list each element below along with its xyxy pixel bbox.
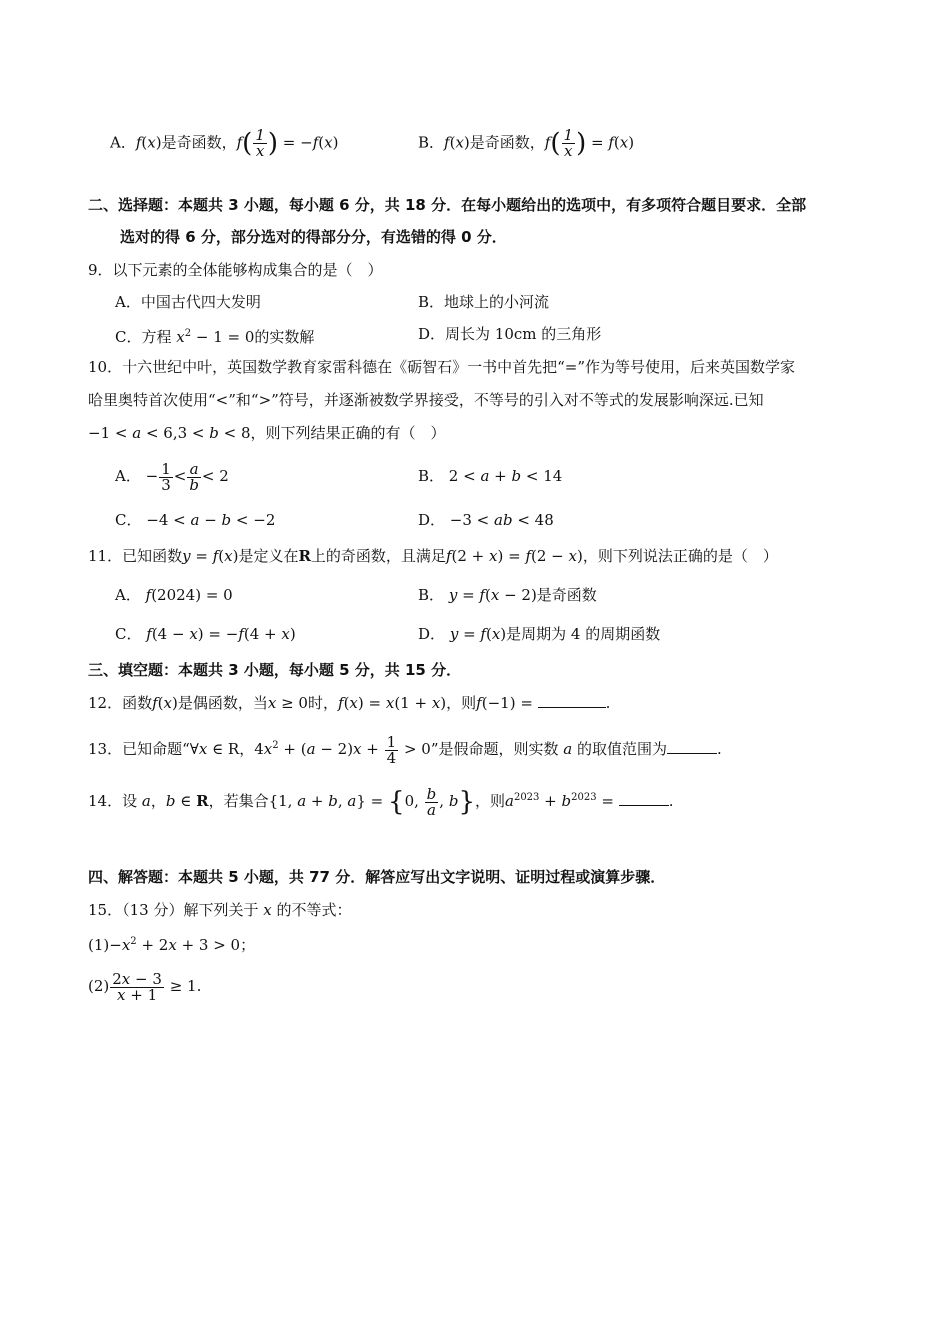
fraction: $\frac{1}{x}$ [255, 126, 265, 160]
fraction: $\frac{a}{b}$ [189, 459, 199, 494]
q11-option-a: A． f(2024) = 0 [115, 586, 233, 604]
section3-heading: 三、填空题：本题共 3 小题，每小题 5 分，共 15 分． [88, 661, 462, 679]
q15-part1: $(1)-x^2 + 2x + 3 > 0$； [88, 936, 256, 954]
section2-heading-line1: 二、选择题：本题共 3 小题，每小题 6 分，共 18 分．在每小题给出的选项中，有多项符合题目要求．全部 [88, 196, 807, 214]
fraction: $\frac{b}{a}$ [426, 784, 437, 819]
answer-blank[interactable] [538, 707, 606, 708]
q12: 12．函数f(x)是偶函数，当x ≥ 0时，f(x) = x(1 + x)，则f(−1) = . [88, 694, 611, 712]
q8-option-a: A．f(x)是奇函数，f( $\frac{1}{x}$ ) = −f(x) [110, 126, 339, 160]
q10-line2: 哈里奥特首次使用“<”和“>”符号，并逐渐被数学界接受，不等号的引入对不等式的发展影响深远.已知 [88, 391, 764, 409]
fraction: $\frac{2x - 3}{x + 1}$ [112, 969, 162, 1004]
q9-option-c: C．方程 $x^2 - 1 = 0$的实数解 [115, 328, 315, 346]
q9-stem: 9．以下元素的全体能够构成集合的是（ ） [88, 261, 383, 279]
q10-option-a: A． − $\frac{1}{3}$ < $\frac{a}{b}$ < 2 [115, 459, 229, 494]
q15-part2: (2) $\frac{2x - 3}{x + 1}$ ≥ 1. [88, 969, 202, 1004]
q9-option-d: D．周长为 10cm 的三角形 [418, 325, 602, 343]
q10-option-d: D． −3 < ab < 48 [418, 511, 554, 529]
q11-option-b: B． y = f(x − 2)是奇函数 [418, 586, 597, 604]
fraction: $\frac{1}{x}$ [563, 126, 574, 160]
q15-stem: 15．（13 分）解下列关于 x 的不等式： [88, 901, 352, 919]
q11-option-d: D． y = f(x)是周期为 4 的周期函数 [418, 625, 661, 643]
answer-blank[interactable] [619, 805, 669, 806]
q11-stem: 11．已知函数y = f(x)是定义在R上的奇函数，且满足f(2 + x) = f(2 − x)，则下列说法正确的是（ ） [88, 547, 778, 565]
q9-option-b: B．地球上的小河流 [418, 293, 550, 311]
q10-line1: 10．十六世纪中叶，英国数学教育家雷科德在《砺智石》一书中首先把“=”作为等号使用，后来英国数学家 [88, 358, 795, 376]
section4-heading: 四、解答题：本题共 5 小题，共 77 分．解答应写出文字说明、证明过程或演算步骤． [88, 868, 666, 886]
fraction: $\frac{1}{3}$ [161, 459, 171, 494]
q10-line3: −1 < a < 6,3 < b < 8，则下列结果正确的有（ ） [88, 424, 446, 442]
q8-option-b: B．f(x)是奇函数，f( $\frac{1}{x}$ ) = f(x) [418, 126, 635, 160]
q10-option-b: B． 2 < a + b < 14 [418, 467, 563, 485]
q14: 14．设 a，b ∈ R，若集合{1, a + b, a} = {0, $\frac{b}{a}$ , b}，则$a^{2023} + b^{2023}$ = . [88, 784, 674, 819]
section2-heading-line2: 选对的得 6 分，部分选对的得部分分，有选错的得 0 分． [120, 228, 507, 246]
q10-option-c: C． −4 < a − b < −2 [115, 511, 276, 529]
q13: 13．已知命题“∀x ∈ R，$4x^2 + (a - 2)x$ + $\frac{1}{4}$ > 0”是假命题，则实数 a 的取值范围为 . [88, 732, 722, 767]
answer-blank[interactable] [667, 753, 717, 754]
q11-option-c: C． f(4 − x) = −f(4 + x) [115, 625, 296, 643]
q9-option-a: A．中国古代四大发明 [115, 293, 261, 311]
fraction: $\frac{1}{4}$ [386, 732, 397, 767]
